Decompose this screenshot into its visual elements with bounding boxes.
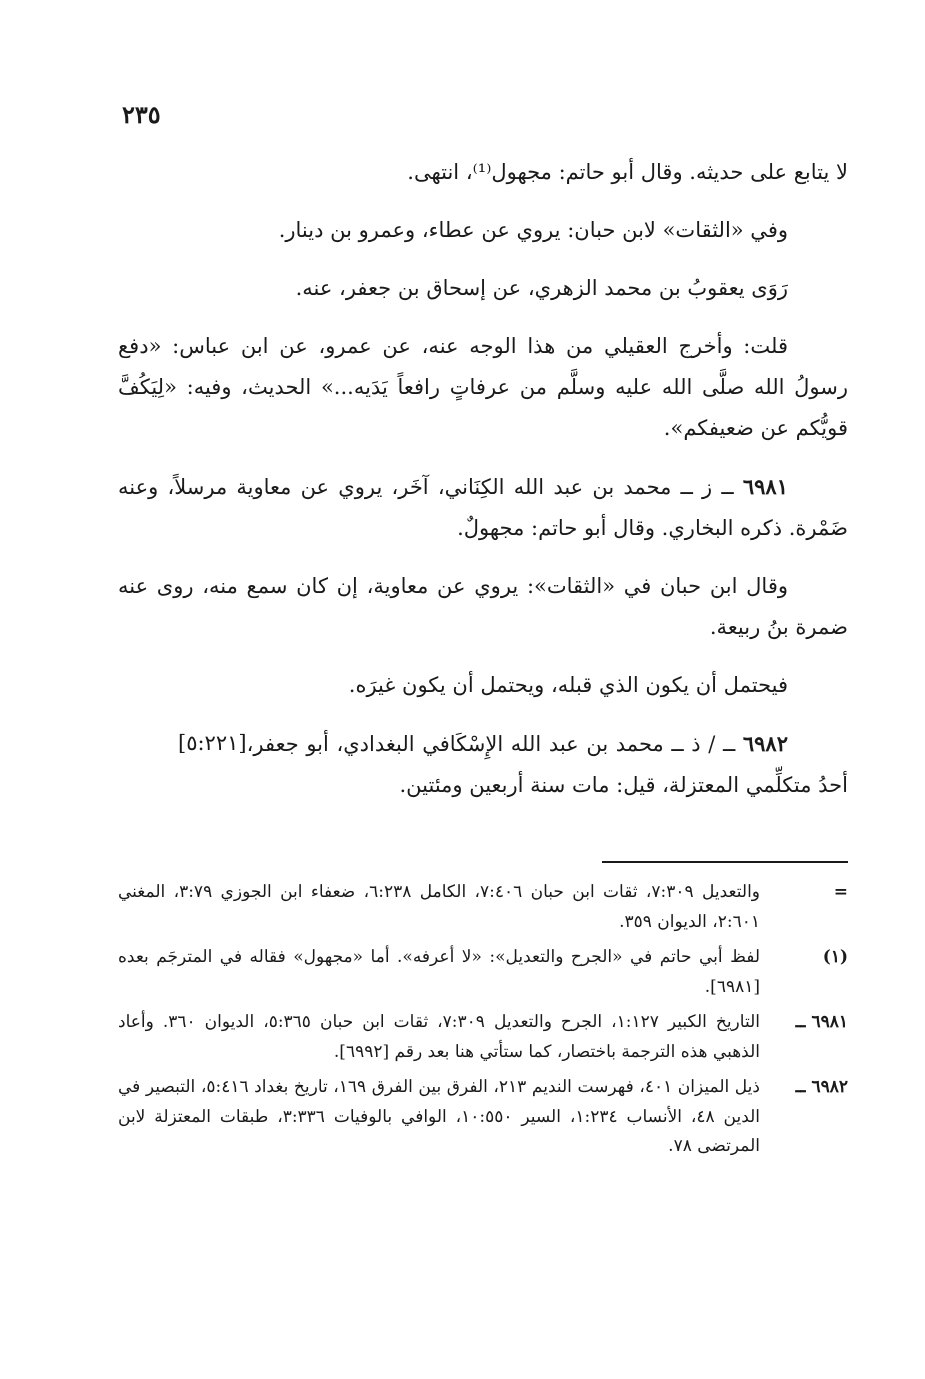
entry-text: ــ ز ــ محمد بن عبد الله الكِنَاني، آخَر، يروي عن معاوية مرسلاً، وعنه ضَمْرة. ذكره البخاري. وقال أبو حاتم: مجهولٌ. (118, 475, 848, 540)
volume-page-ref: [٥:٢٢١] (178, 731, 247, 755)
entry-6982 (118, 723, 848, 806)
paragraph-uqayli: قلت: وأخرج العقيلي من هذا الوجه عنه، عن عمرو، عن ابن عباس: «دفع رسولُ الله صلَّى الله عليه وسلَّم من عرفاتٍ رافعاً يَدَيه...» الحديث، وفيه: «لِيَكُفَّ قويُّكم عن ضعيفكم». (118, 334, 848, 440)
footnote-1 (118, 943, 848, 1002)
footnote-text: والتعديل ٧:٣٠٩، ثقات ابن حبان ٧:٤٠٦، الكامل ٦:٢٣٨، ضعفاء ابن الجوزي ٣:٧٩، المغني ٢:٦٠١، الديوان ٣٥٩. (118, 882, 760, 932)
reference-6982 (118, 1073, 848, 1162)
entry-text: ــ / ذ ــ محمد بن عبد الله الإِسْكَافي البغدادي، أبو جعفر، أحدُ متكلِّمي المعتزلة، قيل: مات سنة أربعين ومئتين. (246, 732, 848, 797)
footnotes (118, 878, 848, 1168)
page-number: ٢٣٥ (122, 100, 161, 129)
footnote-continuation (118, 878, 848, 937)
paragraph-ihtimal: فيحتمل أن يكون الذي قبله، ويحتمل أن يكون غيرَه. (348, 673, 788, 697)
paragraph-riwaya: رَوَى يعقوبُ بن محمد الزهري، عن إسحاق بن جعفر، عنه. (295, 276, 788, 300)
footnote-separator (602, 861, 848, 863)
footnote-text: لفظ أبي حاتم في «الجرح والتعديل»: «لا أعرفه». أما «مجهول» فقاله في المترجَم بعده [٦٩٨١]. (118, 947, 760, 997)
paragraph-thiqat: وفي «الثقات» لابن حبان: يروي عن عطاء، وعمرو بن دينار. (278, 218, 788, 242)
entry-6981 (118, 466, 848, 549)
paragraph-ibn-hibban: وقال ابن حبان في «الثقات»: يروي عن معاوية، إن كان سمع منه، روى عنه ضمرة بنُ ربيعة. (118, 574, 848, 639)
entry-number: ٦٩٨١ (742, 474, 788, 499)
reference-6981 (118, 1008, 848, 1067)
paragraph-continuation: لا يتابع على حديثه. وقال أبو حاتم: مجهول⁽¹⁾، انتهى. (407, 160, 848, 184)
continuation-mark: = (833, 882, 848, 902)
footnote-label: (١) (822, 947, 848, 967)
reference-text: ذيل الميزان ٤٠١، فهرست النديم ٢١٣، الفرق بين الفرق ١٦٩، تاريخ بغداد ٥:٤١٦، التبصير في الدين ٤٨، الأنساب ١:٢٣٤، السير ١٠:٥٥٠، الوافي بالوفيات ٣:٣٣٦، طبقات المعتزلة لابن المرتضى ٧٨. (118, 1077, 761, 1156)
reference-text: التاريخ الكبير ١:١٢٧، الجرح والتعديل ٧:٣٠٩، ثقات ابن حبان ٥:٣٦٥، الديوان ٣٦٠. وأعاد الذهبي هذه الترجمة باختصار، كما ستأتي هنا بعد رقم [٦٩٩٢]. (118, 1012, 760, 1062)
main-text (118, 152, 848, 823)
entry-number: ٦٩٨٢ (742, 731, 788, 756)
reference-label: ٦٩٨٢ ــ (795, 1077, 848, 1097)
reference-label: ٦٩٨١ ــ (795, 1012, 848, 1032)
